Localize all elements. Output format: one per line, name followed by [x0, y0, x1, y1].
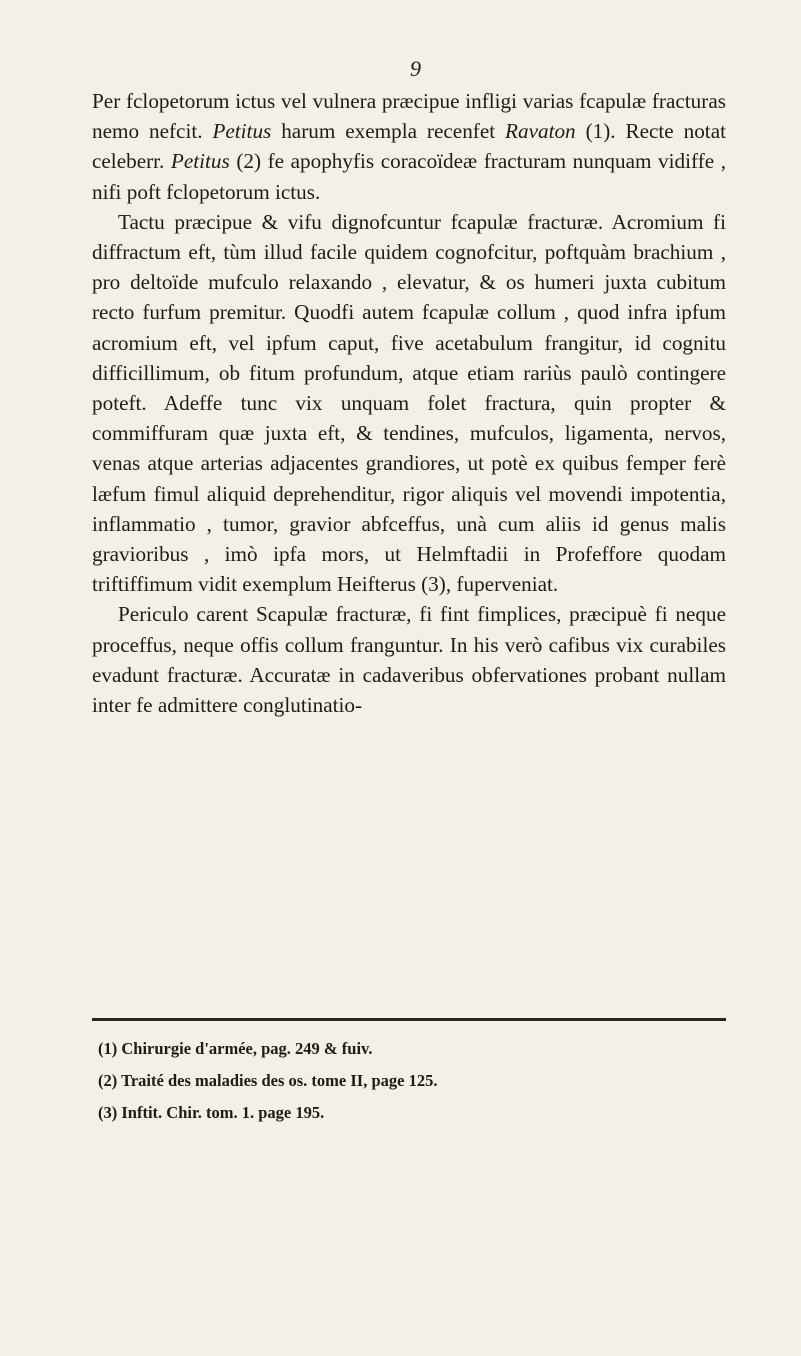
- paragraph-3: [92, 599, 726, 720]
- footnote-2: (2) Traité des maladies des os. tome II, page 125.: [98, 1071, 438, 1090]
- text-segment: Petitus: [170, 149, 230, 174]
- paragraph-1: [92, 86, 726, 207]
- text-segment: Per fclopetorum ictus vel vulnera præcipue infligi varias fcapulæ fracturas nemo nefcit.: [92, 89, 726, 144]
- text-segment: harum exempla recenfet: [271, 119, 506, 144]
- page-number: 9: [410, 56, 421, 81]
- footnote-divider: [92, 1018, 726, 1021]
- text-segment: (2) fe apophyfis coracoïdeæ fracturam nunquam vidiffe , nifi poft fclopetorum ictus.: [92, 149, 727, 204]
- text-segment: Periculo carent Scapulæ fracturæ, fi fint fimplices, præcipuè fi neque proceffus, neque offis collum franguntur. In his verò cafibus vix curabiles evadunt fracturæ. Accuratæ in cadaveribus obfervationes probant nullam inter fe admittere conglutinatio-: [92, 602, 726, 718]
- footnotes: [98, 1033, 718, 1129]
- text-segment: Ravaton: [505, 119, 576, 144]
- text-segment: Petitus: [212, 119, 272, 144]
- footnote-3: (3) Inftit. Chir. tom. 1. page 195.: [98, 1103, 325, 1122]
- text-segment: (1). Recte notat celeberr.: [92, 119, 726, 174]
- body-text: [92, 86, 726, 720]
- footnote-1: (1) Chirurgie d'armée, pag. 249 & fuiv.: [98, 1039, 373, 1058]
- text-segment: Tactu præcipue & vifu dignofcuntur fcapulæ fracturæ. Acromium fi diffractum eft, tùm illud facile quidem cognofcitur, poftquàm brachium , pro deltoïde mufculo relaxando , elevatur, & os humeri juxta cubitum recto furfum premitur. Quodfi autem fcapulæ collum , quod infra ipfum acromium eft, vel ipfum caput, five acetabulum frangitur, id cognitu difficillimum, ob fitum profundum, atque etiam rariùs paulò contingere poteft. Adeffe tunc vix unquam folet fractura, quin propter & commiffuram quæ juxta eft, & tendines, mufculos, ligamenta, nervos, venas atque arterias adjacentes grandiores, ut potè ex quibus femper ferè læfum fimul aliquid deprehenditur, rigor aliquis vel movendi impotentia, inflammatio , tumor, gravior abfceffus, unà cum aliis id genus malis gravioribus , imò ipfa mors, ut Helmftadii in Profeffore quodam triftiffimum vidit exemplum Heifterus (3), fuperveniat.: [92, 209, 726, 597]
- paragraph-2: [92, 207, 726, 600]
